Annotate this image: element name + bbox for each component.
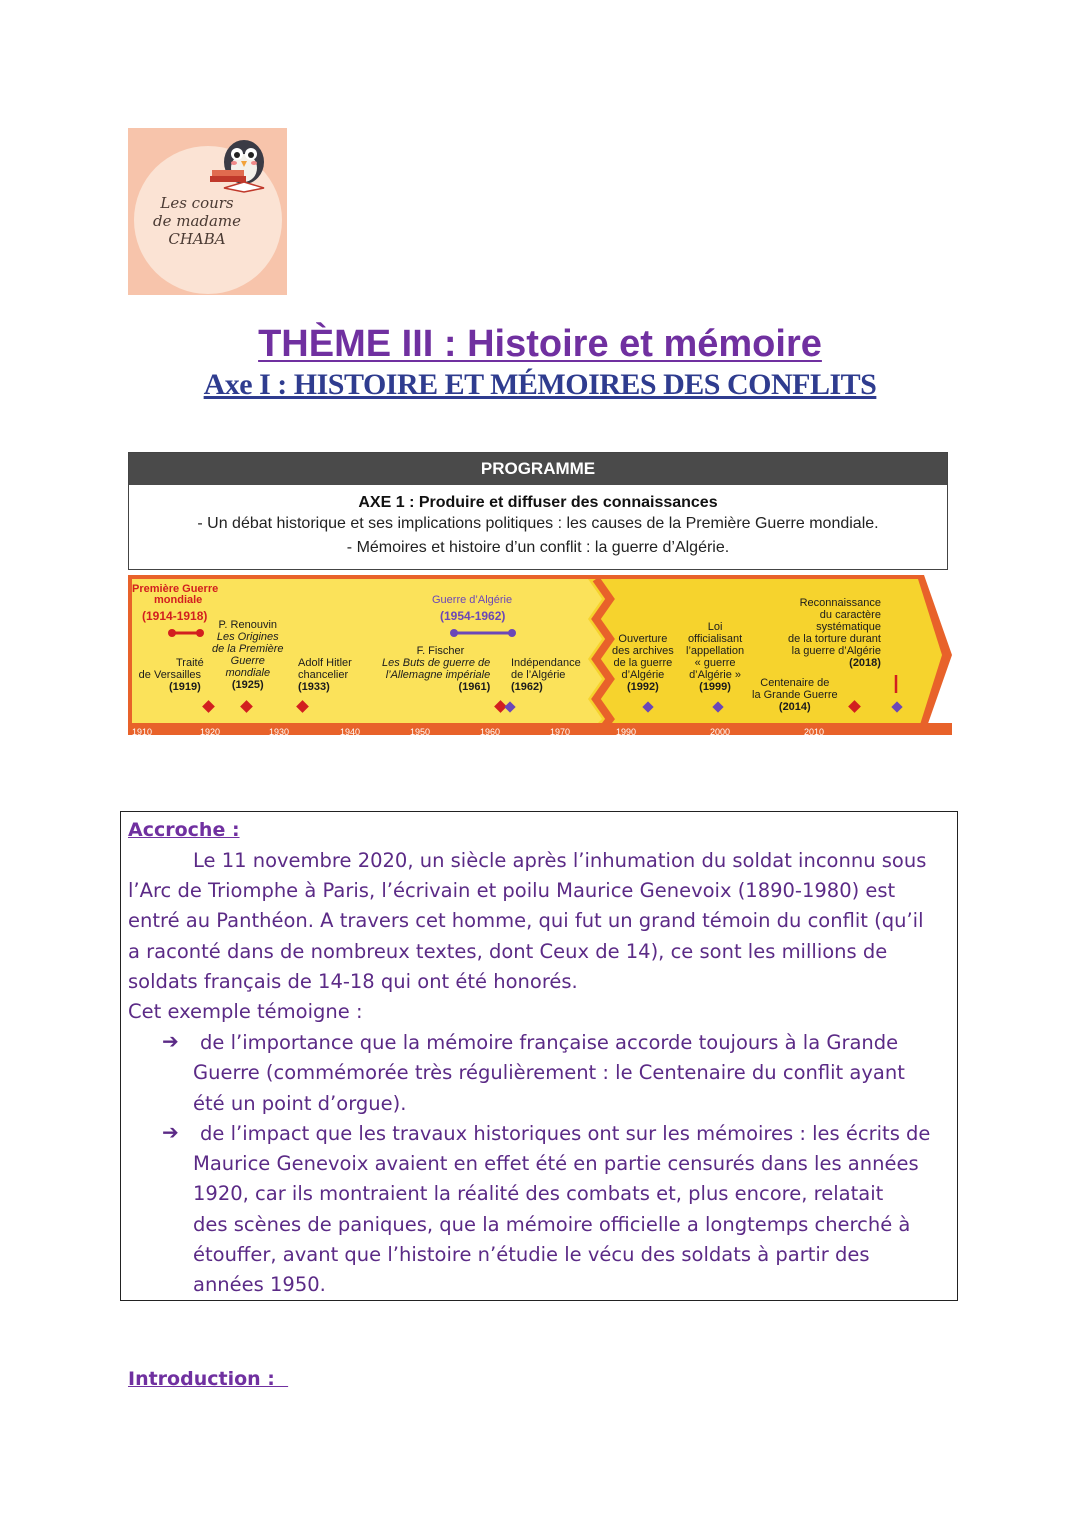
accroche-p1-line-1: Le 11 novembre 2020, un siècle après l’inhumation du soldat inconnu sous	[193, 849, 927, 872]
bullet2-line-4: des scènes de paniques, que la mémoire officielle a longtemps cherché à	[193, 1213, 911, 1236]
tl-versailles: Traité de Versailles (1919)	[138, 657, 204, 693]
penguin-reading-icon	[204, 132, 284, 202]
bullet2-line-3: 1920, car ils montraient la réalité des combats et, plus encore, relatait	[193, 1182, 884, 1205]
tl-wwi-title-2: mondiale	[154, 594, 203, 606]
arrow-right-icon: ➔	[162, 1120, 179, 1144]
tl-wwi-title-1: Première Guerre	[132, 583, 219, 595]
tl-algeria-title: Guerre d’Algérie	[432, 594, 513, 606]
tl-archives: Ouverture des archives de la guerre d’Algérie (1992)	[612, 633, 674, 693]
arrow-right-icon: ➔	[162, 1029, 179, 1053]
logo-text	[142, 194, 252, 248]
accroche-p1-line-3: entré au Panthéon. A travers cet homme, qui fut un grand témoin du conflit (qu’il	[128, 909, 924, 932]
tl-axis-2000: 2000	[710, 727, 731, 737]
marker-reconnaissance	[891, 701, 902, 712]
programme-box	[128, 452, 948, 570]
tl-axis-1960: 1960	[480, 727, 501, 737]
bullet1-line-1: de l’importance que la mémoire française accorde toujours à la Grande	[200, 1031, 899, 1054]
bullet2-line-2: Maurice Genevoix avaient en effet été en partie censurés dans les années	[193, 1152, 919, 1175]
logo-line-3: CHABA	[168, 230, 226, 248]
bullet2-line-6: années 1950.	[193, 1273, 326, 1296]
programme-heading: PROGRAMME	[129, 453, 947, 485]
accroche-p2: Cet exemple témoigne :	[128, 1000, 363, 1023]
bullet1-line-2: Guerre (commémorée très régulièrement : le Centenaire du conflit ayant	[193, 1061, 905, 1084]
accroche-heading: Accroche :	[128, 819, 240, 841]
accroche-p1-line-2: l’Arc de Triomphe à Paris, l’écrivain et poilu Maurice Genevoix (1890-1980) est	[128, 879, 896, 902]
marker-centenaire	[848, 700, 861, 713]
marker-renouvin	[240, 700, 253, 713]
logo	[128, 128, 287, 295]
tl-axis-1930: 1930	[269, 727, 290, 737]
accroche-p1-line-5: soldats français de 14-18 qui ont été honorés.	[128, 970, 578, 993]
tl-loi: Loi officialisant l’appellation « guerre d’Algérie » (1999)	[686, 621, 745, 693]
tl-algeria-years: (1954-1962)	[440, 609, 506, 623]
introduction-heading: Introduction :	[128, 1368, 289, 1390]
logo-line-1: Les cours	[160, 194, 234, 212]
tl-axis-1950: 1950	[410, 727, 431, 737]
tl-axis-1970: 1970	[550, 727, 571, 737]
tl-axis-1940: 1940	[340, 727, 361, 737]
marker-loi	[712, 701, 723, 712]
tl-wwi-years: (1914-1918)	[142, 609, 208, 623]
tl-axis-1910: 1910	[132, 727, 153, 737]
bullet2-line-1: de l’impact que les travaux historiques ont sur les mémoires : les écrits de	[200, 1122, 931, 1145]
programme-line-2: - Mémoires et histoire d’un conflit : la guerre d’Algérie.	[346, 539, 730, 556]
marker-independance	[504, 701, 515, 712]
tl-reconnaissance: Reconnaissance du caractère systématique de la torture durant la guerre d’Algérie (2018)	[788, 597, 881, 669]
programme-axe: AXE 1 : Produire et diffuser des connaissances	[358, 494, 718, 511]
marker-archives	[642, 701, 653, 712]
tl-centenaire: Centenaire de la Grande Guerre (2014)	[752, 677, 838, 713]
axe-title: Axe I : HISTOIRE ET MÉMOIRES DES CONFLITS	[203, 368, 877, 401]
timeline	[128, 575, 952, 735]
bullet1-line-3: été un point d’orgue).	[193, 1092, 407, 1115]
tl-axis-2010: 2010	[804, 727, 825, 737]
logo-line-2: de madame	[152, 212, 242, 230]
programme-line-1: - Un débat historique et ses implications politiques : les causes de la Première Guerre mondiale.	[197, 515, 879, 532]
marker-versailles	[202, 700, 215, 713]
tl-axis-1920: 1920	[200, 727, 221, 737]
marker-hitler	[296, 700, 309, 713]
accroche-p1-line-4: a raconté dans de nombreux textes, dont Ceux de 14), ce sont les millions de	[128, 940, 888, 963]
tl-renouvin: P. Renouvin Les Origines de la Première Guerre mondiale (1925)	[212, 619, 284, 691]
tl-axis-1990: 1990	[616, 727, 637, 737]
tl-independance: Indépendance de l’Algérie (1962)	[511, 657, 581, 693]
tl-fischer: F. Fischer Les Buts de guerre de l’Allemagne impériale (1961)	[382, 645, 491, 693]
bullet2-line-5: étouffer, avant que l’histoire n’étudie le vécu des soldats à partir des	[193, 1243, 870, 1266]
tl-hitler: Adolf Hitler chancelier (1933)	[298, 657, 352, 693]
theme-title: THÈME III : Histoire et mémoire	[258, 323, 822, 365]
